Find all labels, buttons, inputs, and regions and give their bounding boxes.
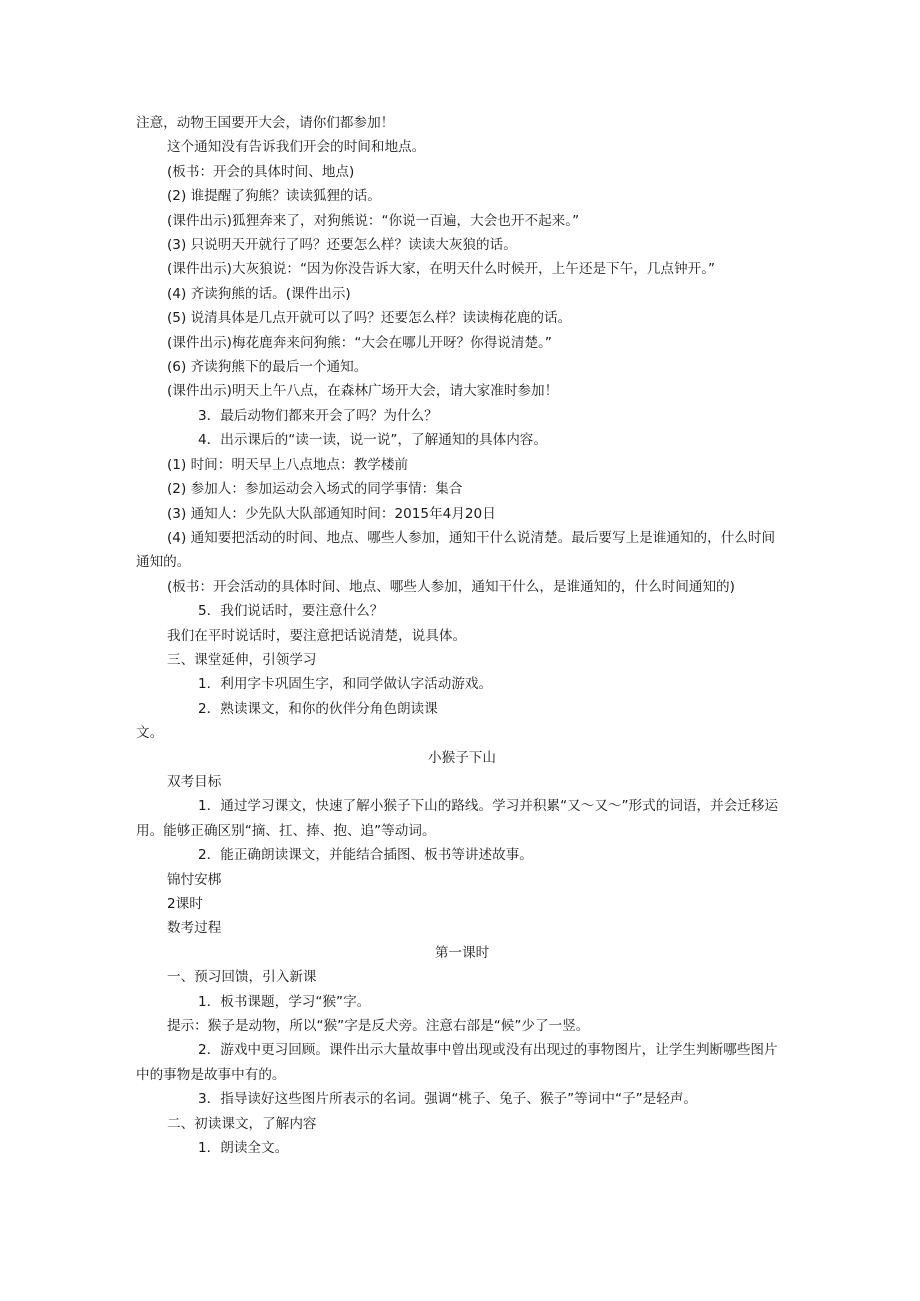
paragraph-text: 第一课时 — [434, 944, 490, 961]
paragraph-text: 小猴子下山 — [428, 749, 496, 766]
paragraph — [136, 965, 788, 989]
paragraph-text: (课件出示)大灰狼说：“因为你没告诉大家，在明天什么时候开，上午还是下午，几点钟开。” — [167, 261, 716, 278]
paragraph — [136, 990, 788, 1014]
paragraph-text: (4) 通知要把活动的时间、地点、哪些人参加，通知干什么说清楚。最后要写上是谁通知的，什么时间通知的。 — [136, 529, 776, 571]
paragraph-text: ．熟读课文，和你的伙伴分角色朗读课 — [206, 700, 438, 717]
list-number: 2 — [198, 1042, 207, 1059]
section-heading — [136, 941, 788, 965]
paragraph-text: 我们在平时说话时，要注意把话说清楚，说具体。 — [167, 627, 467, 644]
paragraph — [136, 721, 788, 745]
paragraph-text: 数考过程 — [167, 920, 222, 937]
paragraph-text: 2课时 — [167, 896, 203, 912]
document-body — [136, 111, 788, 1160]
paragraph-text: 一、预习回馈，引入新课 — [167, 969, 317, 986]
paragraph-text: (3) 只说明天开就行了吗？还要怎么样？读读大灰狼的话。 — [167, 237, 517, 254]
paragraph-text: (5) 说清具体是几点开就可以了吗？还要怎么样？读读梅花鹿的话。 — [167, 310, 572, 327]
list-number: 4 — [198, 432, 207, 449]
paragraph — [136, 184, 788, 208]
paragraph-text: (课件出示)梅花鹿奔来问狗熊：“大会在哪儿开呀？你得说清楚。” — [167, 334, 552, 351]
paragraph — [136, 331, 788, 355]
paragraph — [136, 233, 788, 257]
paragraph-text: 二、初读课文，了解内容 — [167, 1115, 317, 1132]
paragraph-text: (2) 谁提醒了狗熊？读读狐狸的话。 — [167, 188, 381, 205]
list-number: 2 — [198, 847, 207, 864]
list-number: 1 — [198, 676, 207, 693]
paragraph — [136, 916, 788, 940]
paragraph — [136, 477, 788, 501]
paragraph-text: (板书：开会的具体时间、地点) — [167, 163, 355, 180]
paragraph-text: 锦忖安梆 — [167, 871, 222, 888]
paragraph — [136, 209, 788, 233]
paragraph — [136, 1038, 788, 1087]
list-number: 1 — [198, 1140, 207, 1157]
paragraph-text: ．能正确朗读课文，并能结合插图、板书等讲述故事。 — [206, 847, 533, 864]
paragraph-text: ．朗读全文。 — [206, 1140, 289, 1157]
paragraph — [136, 453, 788, 477]
paragraph — [136, 624, 788, 648]
paragraph — [136, 843, 788, 867]
paragraph — [136, 1136, 788, 1160]
paragraph — [136, 770, 788, 794]
paragraph-text: ．游戏中更习回顾。课件出示大量故事中曾出现或没有出现过的事物图片，让学生判断哪些图片中的事物是故事中有的。 — [136, 1042, 778, 1083]
paragraph-text: 双考目标 — [167, 773, 222, 790]
paragraph — [136, 404, 788, 428]
paragraph-text: (课件出示)狐狸奔来了，对狗熊说：“你说一百遍，大会也开不起来。” — [167, 212, 580, 229]
paragraph-text: 注意，动物王国要开大会，请你们都参加！ — [136, 115, 395, 131]
paragraph-text: 提示：猴子是动物，所以“猴”字是反犬旁。注意右部是“候”少了一竖。 — [167, 1018, 590, 1035]
paragraph-text: 三、课堂延伸，引领学习 — [167, 651, 317, 668]
paragraph-text: (1) 时间：明天早上八点地点：教学楼前 — [167, 456, 409, 473]
paragraph — [136, 111, 788, 135]
paragraph — [136, 892, 788, 916]
paragraph — [136, 502, 788, 526]
paragraph — [136, 306, 788, 330]
paragraph-text: 文。 — [136, 725, 164, 742]
paragraph-text: (2) 参加人：参加运动会入场式的同学事情：集合 — [167, 481, 463, 498]
list-number: 1 — [198, 993, 207, 1010]
list-number: 3 — [198, 1091, 207, 1108]
list-number: 2 — [198, 700, 207, 717]
list-number: 5 — [198, 603, 207, 620]
list-number: 1 — [198, 798, 207, 815]
paragraph-text: ．我们说话时，要注意什么？ — [206, 603, 384, 620]
paragraph — [136, 160, 788, 184]
paragraph — [136, 135, 788, 159]
paragraph — [136, 794, 788, 843]
list-number: 3 — [198, 407, 207, 424]
paragraph — [136, 379, 788, 403]
paragraph-text: ．出示课后的“读一读，说一说”，了解通知的具体内容。 — [206, 432, 547, 449]
paragraph-text: (6) 齐读狗熊下的最后一个通知。 — [167, 359, 368, 376]
paragraph — [136, 257, 788, 281]
paragraph — [136, 1014, 788, 1038]
paragraph — [136, 599, 788, 623]
paragraph — [136, 1087, 788, 1111]
paragraph-text: (板书：开会活动的具体时间、地点、哪些人参加，通知干什么，是谁通知的，什么时间通知的) — [167, 578, 735, 595]
paragraph — [136, 355, 788, 379]
paragraph — [136, 428, 788, 452]
paragraph — [136, 697, 788, 721]
paragraph-text: ．最后动物们都来开会了吗？为什么？ — [206, 407, 438, 424]
paragraph — [136, 648, 788, 672]
paragraph-text: ．指导读好这些图片所表示的名词。强调“桃子、兔子、猴子”等词中“子”是轻声。 — [206, 1091, 698, 1108]
paragraph — [136, 672, 788, 696]
paragraph — [136, 868, 788, 892]
paragraph-text: (课件出示)明天上午八点，在森林广场开大会，请大家准时参加！ — [167, 383, 559, 400]
paragraph — [136, 575, 788, 599]
paragraph-text: ．利用字卡巩固生字，和同学做认字活动游戏。 — [206, 676, 493, 693]
paragraph-text: (4) 齐读狗熊的话。(课件出示) — [167, 285, 351, 302]
section-heading — [136, 746, 788, 770]
paragraph — [136, 526, 788, 575]
paragraph-text: ．板书课题，学习“猴”字。 — [206, 993, 371, 1010]
paragraph-text: 这个通知没有告诉我们开会的时间和地点。 — [167, 139, 426, 156]
paragraph — [136, 282, 788, 306]
paragraph — [136, 1112, 788, 1136]
paragraph-text: ．通过学习课文，快速了解小猴子下山的路线。学习并积累“又～又～”形式的词语，并会迁移运用。能够正确区别“摘、扛、捧、抱、追”等动词。 — [136, 798, 779, 839]
paragraph-text: (3) 通知人：少先队大队部通知时间：2015年4月20日 — [167, 505, 496, 522]
